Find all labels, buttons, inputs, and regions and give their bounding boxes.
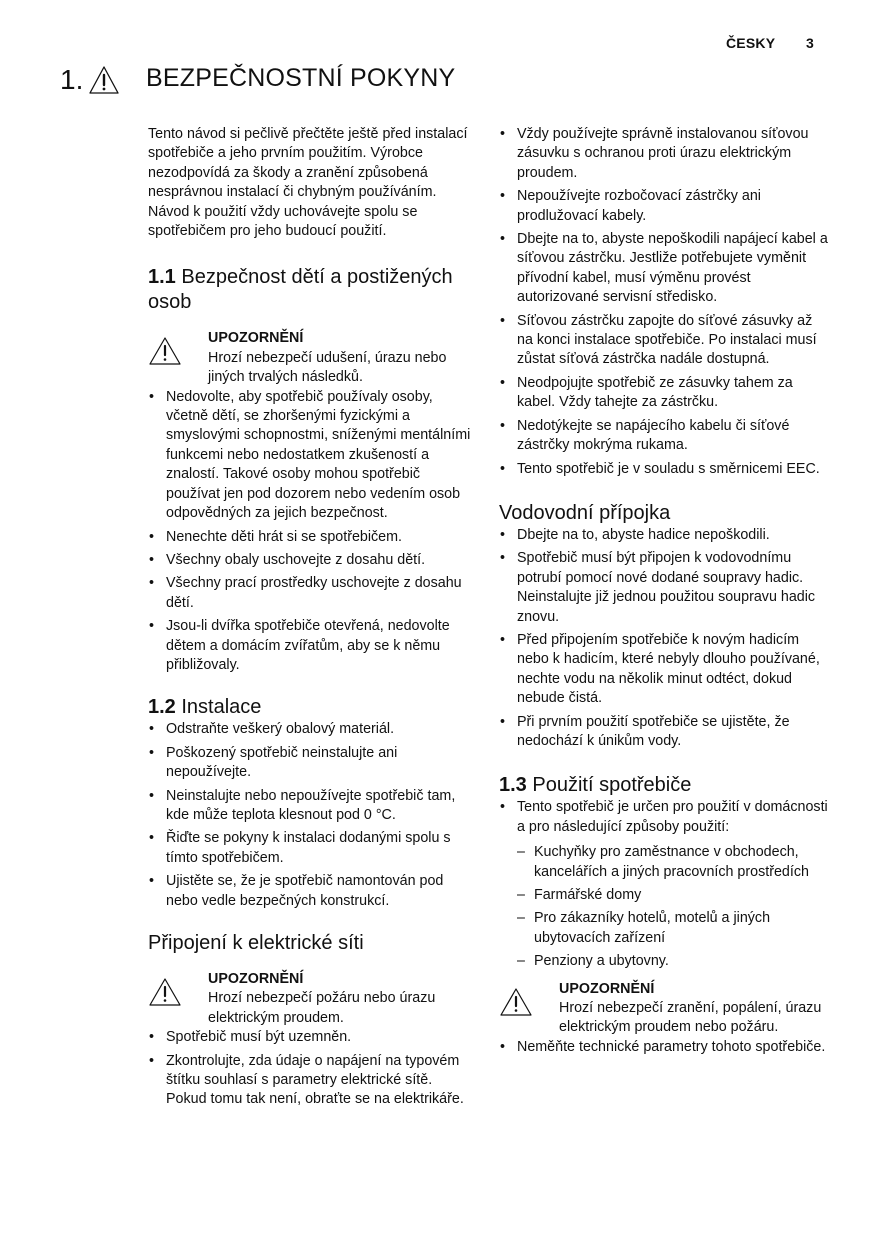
warning-box: [148, 329, 473, 387]
list-item: • Poškozený spotřebič neinstalujte ani nepoužívejte.: [148, 744, 473, 783]
warning-icon: [499, 987, 533, 1017]
chapter-number: 1.: [60, 64, 84, 95]
electric-heading: Připojení k elektrické síti: [148, 932, 364, 954]
list-item: [499, 798, 829, 971]
list-item: • Spotřebič musí být připojen k vodovodnímu potrubí pomocí nové dodané soupravy hadic. Neinstalujte již jednou použitou soupravu hadic znovu.: [499, 549, 829, 627]
list-item: • Všechny obaly uschovejte z dosahu dětí.: [148, 551, 473, 570]
list-item: • Dbejte na to, abyste hadice nepoškodili.: [499, 526, 829, 545]
section-number: 1.1: [148, 266, 176, 289]
sub-list-item: – Farmářské domy: [517, 886, 829, 905]
warning-text: Hrozí nebezpečí požáru nebo úrazu elektrickým proudem.: [208, 990, 436, 1026]
list-item: • Odstraňte veškerý obalový materiál.: [148, 720, 473, 739]
section-1-1-list: [148, 388, 473, 676]
intro-paragraph: Tento návod si pečlivě přečtěte ještě před instalací spotřebiče a jeho prvním použitím. Výrobce nezodpovídá za škody a zranění způsobená nesprávnou instalací či chybným používáním. Návod k použití vždy uchovávejte spolu se spotřebičem pro jeho budoucí použití.: [148, 126, 468, 240]
right-column: [499, 125, 829, 1061]
list-item-text: Tento spotřebič je určen pro použití v domácnosti a pro následující způsoby použití:: [517, 799, 828, 835]
warning-text: Hrozí nebezpečí zranění, popálení, úrazu elektrickým proudem nebo požáru.: [559, 1000, 822, 1036]
list-item: • Tento spotřebič je v souladu s směrnicemi EEC.: [499, 460, 829, 479]
sub-list-item: – Kuchyňky pro zaměstnance v obchodech, kancelářích a jiných pracovních prostředích: [517, 843, 829, 882]
list-item: • Při prvním použití spotřebiče se ujistěte, že nedochází k únikům vody.: [499, 713, 829, 752]
list-item: • Neinstalujte nebo nepoužívejte spotřebič tam, kde může teplota klesnout pod 0 °C.: [148, 787, 473, 826]
chapter-title: BEZPEČNOSTNÍ POKYNY: [146, 64, 456, 92]
warning-title: UPOZORNĚNÍ: [208, 330, 304, 347]
list-item: • Spotřebič musí být uzemněn.: [148, 1028, 473, 1047]
list-item: • Řiďte se pokyny k instalaci dodanými spolu s tímto spotřebičem.: [148, 829, 473, 868]
list-item: • Nedovolte, aby spotřebič používaly osoby, včetně dětí, se zhoršenými fyzickými a smyslovými schopnostmi, sníženými mentálními funkcemi nebo nedostatkem zkušeností a znalostí. Takové osoby mohou spotřebič používat jen pod dozorem nebo vedením osob odpovědných za jejich bezpečnost.: [148, 388, 473, 524]
list-item: • Dbejte na to, abyste nepoškodili napájecí kabel a síťovou zástrčku. Jestliže potřebujete vyměnit přívodní kabel, musí výměnu provést autorizované servisní středisko.: [499, 230, 829, 308]
warning-box: [499, 980, 829, 1038]
list-item: • Všechny prací prostředky uschovejte z dosahu dětí.: [148, 574, 473, 613]
section-number: 1.2: [148, 696, 176, 719]
list-item: • Zkontrolujte, zda údaje o napájení na typovém štítku souhlasí s parametry elektrické sítě. Pokud tomu tak není, obraťte se na elektrikáře.: [148, 1052, 473, 1110]
section-1-2-list: [148, 720, 473, 911]
warning-icon: [148, 336, 182, 366]
sub-list: [517, 843, 829, 971]
section-1-3-list-after: [499, 1038, 829, 1057]
list-item: • Před připojením spotřebiče k novým hadicím nebo k hadicím, které nebyly dlouho používané, nechte vodu na několik minut odtéct, dokud nebude čistá.: [499, 631, 829, 709]
list-item: • Vždy používejte správně instalovanou síťovou zásuvku s ochranou proti úrazu elektrickým proudem.: [499, 125, 829, 183]
warning-title: UPOZORNĚNÍ: [559, 980, 655, 997]
section-title: Instalace: [181, 696, 262, 719]
warning-text: Hrozí nebezpečí udušení, úrazu nebo jiných trvalých následků.: [208, 349, 447, 386]
list-item: • Neodpojujte spotřebič ze zásuvky tahem za kabel. Vždy tahejte za zástrčku.: [499, 374, 829, 413]
list-item: • Ujistěte se, že je spotřebič namontován pod nebo vedle bezpečných konstrukcí.: [148, 872, 473, 911]
left-column: [148, 125, 473, 1114]
electric-list-right: [499, 125, 829, 479]
water-heading: Vodovodní přípojka: [499, 501, 671, 524]
warning-title: UPOZORNĚNÍ: [208, 971, 304, 987]
warning-triangle-icon: [88, 64, 120, 96]
warning-icon: [148, 977, 182, 1007]
water-list: [499, 526, 829, 751]
section-1-3-heading: [499, 773, 829, 798]
sub-list-item: – Penziony a ubytovny.: [517, 952, 829, 971]
list-item: • Jsou-li dvířka spotřebiče otevřená, nedovolte dětem a domácím zvířatům, aby se k němu přibližovaly.: [148, 617, 473, 675]
section-title: Použití spotřebiče: [532, 774, 692, 797]
list-item: • Nedotýkejte se napájecího kabelu či síťové zástrčky mokrýma rukama.: [499, 417, 829, 456]
list-item: • Nepoužívejte rozbočovací zástrčky ani prodlužovací kabely.: [499, 187, 829, 226]
header-language: ČESKY: [726, 35, 776, 51]
page-number: 3: [806, 35, 814, 51]
section-1-1-heading: [148, 265, 473, 315]
section-1-3-list: [499, 798, 829, 971]
list-item: • Neměňte technické parametry tohoto spotřebiče.: [499, 1038, 829, 1057]
list-item: • Nenechte děti hrát si se spotřebičem.: [148, 528, 473, 547]
electric-list-left: [148, 1028, 473, 1110]
section-title: Bezpečnost dětí a postižených osob: [148, 266, 453, 314]
sub-list-item: – Pro zákazníky hotelů, motelů a jiných ubytovacích zařízení: [517, 909, 829, 948]
section-number: 1.3: [499, 774, 527, 797]
list-item: • Síťovou zástrčku zapojte do síťové zásuvky až na konci instalace spotřebiče. Po instalaci musí zůstat síťová zástrčka nadále dostupná.: [499, 312, 829, 370]
section-1-2-heading: [148, 695, 473, 720]
warning-box: [148, 970, 473, 1028]
